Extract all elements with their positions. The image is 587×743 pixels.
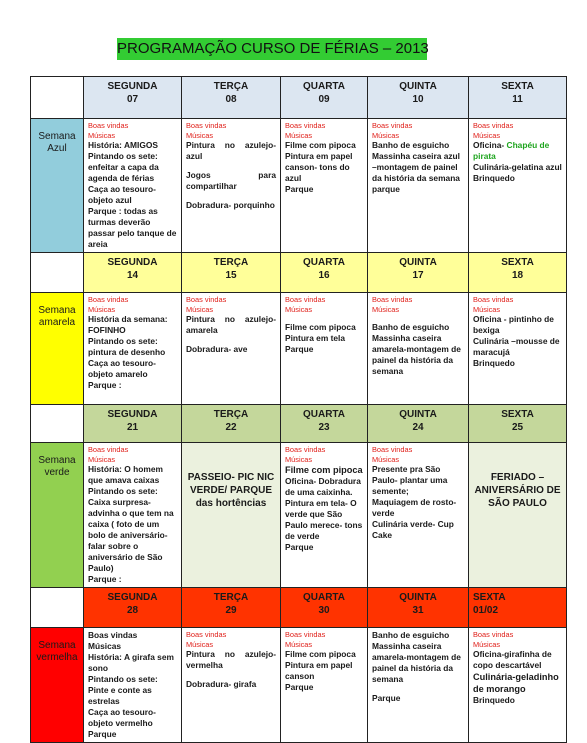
activity-cell: Boas vindas Músicas História: A girafa sem sono Pintando os sete: Pinte e conte as estrelas Caça ao tesouro- objeto vermelho Parque	[84, 628, 182, 743]
activity-cell: Boas vindas Músicas Pintura no azulejo- azul Jogos para compartilhar Dobradura- porquinho	[182, 119, 281, 253]
header-tuesday: TERÇA 22	[182, 405, 281, 443]
header-friday: SEXTA 11	[469, 77, 567, 119]
header-monday: SEGUNDA 07	[84, 77, 182, 119]
corner-cell	[31, 405, 84, 443]
week-activity-row	[31, 119, 567, 253]
corner-cell	[31, 253, 84, 293]
activity-cell: Boas vindas Músicas Filme com pipoca Oficina- Dobradura de uma caixinha. Pintura em tela- O verde que São Paulo merece- tons de verde Parque	[281, 443, 368, 588]
header-wednesday: QUARTA 30	[281, 588, 368, 628]
header-thursday: QUINTA 10	[368, 77, 469, 119]
week-header-row	[31, 77, 567, 119]
header-thursday: QUINTA 24	[368, 405, 469, 443]
schedule-table	[30, 76, 567, 743]
header-friday: SEXTA 18	[469, 253, 567, 293]
activity-cell: Boas vindas Músicas História: AMIGOS Pintando os sete: enfeitar a capa da agenda de férias Caça ao tesouro- objeto azul Parque : todas as turmas deverão passar pelo tanque de areia	[84, 119, 182, 253]
activity-cell: Boas vindas Músicas Pintura no azulejo- amarela Dobradura- ave	[182, 293, 281, 405]
week-label: Semana Azul	[31, 119, 84, 253]
header-tuesday: TERÇA 08	[182, 77, 281, 119]
header-wednesday: QUARTA 09	[281, 77, 368, 119]
activity-cell: Boas vindas Músicas Oficina-girafinha de copo descartável Culinária-geladinho de morango Brinquedo	[469, 628, 567, 743]
activity-cell: Boas vindas Músicas Banho de esguicho Massinha caseira azul –montagem de painel da história da semana parque	[368, 119, 469, 253]
activity-cell: Boas vindas Músicas História da semana: FOFINHO Pintando os sete: pintura de desenho Caça ao tesouro- objeto amarelo Parque :	[84, 293, 182, 405]
header-friday: SEXTA 01/02	[469, 588, 567, 628]
activity-cell: Boas vindas Músicas História: O homem que amava caixas Pintando os sete: Caixa surpresa- advinha o que tem na caixa ( foto de um bolo de aniversário- falar sobre o aniversário de São Paulo) Parque :	[84, 443, 182, 588]
header-monday: SEGUNDA 28	[84, 588, 182, 628]
corner-cell	[31, 588, 84, 628]
week-header-row	[31, 253, 567, 293]
activity-cell: Boas vindas Músicas Oficina - pintinho de bexiga Culinária –mousse de maracujá Brinquedo	[469, 293, 567, 405]
header-thursday: QUINTA 31	[368, 588, 469, 628]
week-header-row	[31, 588, 567, 628]
activity-cell: Boas vindas Músicas Banho de esguicho Massinha caseira amarela-montagem de painel da história da semana	[368, 293, 469, 405]
header-monday: SEGUNDA 14	[84, 253, 182, 293]
activity-cell: PASSEIO- PIC NIC VERDE/ PARQUE das hortências	[182, 443, 281, 588]
activity-cell: Boas vindas Músicas Presente pra São Paulo- plantar uma semente; Maquiagem de rosto- verde Culinária verde- Cup Cake	[368, 443, 469, 588]
week-label: Semana vermelha	[31, 628, 84, 743]
page-title: PROGRAMAÇÃO CURSO DE FÉRIAS – 2013	[117, 38, 427, 60]
week-activity-row	[31, 443, 567, 588]
week-activity-row	[31, 628, 567, 743]
corner-cell	[31, 77, 84, 119]
header-wednesday: QUARTA 16	[281, 253, 368, 293]
week-header-row	[31, 405, 567, 443]
header-tuesday: TERÇA 29	[182, 588, 281, 628]
header-tuesday: TERÇA 15	[182, 253, 281, 293]
activity-cell: FERIADO – ANIVERSÁRIO DE SÃO PAULO	[469, 443, 567, 588]
week-activity-row	[31, 293, 567, 405]
header-monday: SEGUNDA 21	[84, 405, 182, 443]
activity-cell: Boas vindas Músicas Filme com pipoca Pintura em papel canson Parque	[281, 628, 368, 743]
activity-cell: Boas vindas Músicas Filme com pipoca Pintura em papel canson- tons do azul Parque	[281, 119, 368, 253]
week-label: Semana amarela	[31, 293, 84, 405]
week-label: Semana verde	[31, 443, 84, 588]
activity-cell: Boas vindas Músicas Oficina- Chapéu de pirata Culinária-gelatina azul Brinquedo	[469, 119, 567, 253]
header-friday: SEXTA 25	[469, 405, 567, 443]
activity-cell: Banho de esguicho Massinha caseira amarela-montagem de painel da história da semana Parque	[368, 628, 469, 743]
activity-cell: Boas vindas Músicas Filme com pipoca Pintura em tela Parque	[281, 293, 368, 405]
header-thursday: QUINTA 17	[368, 253, 469, 293]
header-wednesday: QUARTA 23	[281, 405, 368, 443]
activity-cell: Boas vindas Músicas Pintura no azulejo- vermelha Dobradura- girafa	[182, 628, 281, 743]
